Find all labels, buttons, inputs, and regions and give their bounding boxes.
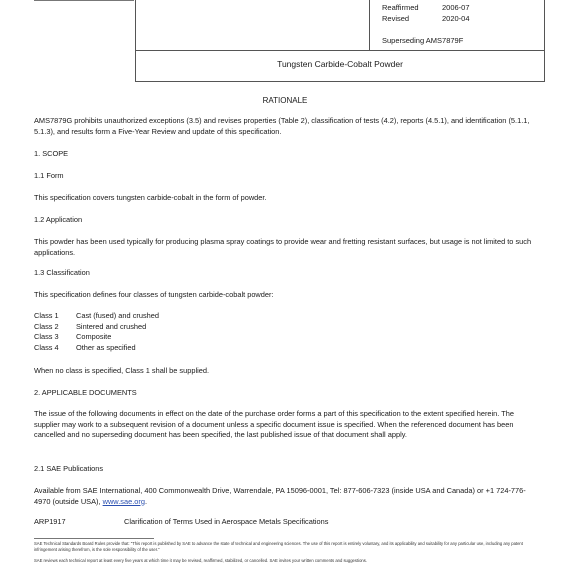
class-item: Class 1 Cast (fused) and crushed [34, 311, 159, 320]
class-item: Class 2 Sintered and crushed [34, 321, 147, 331]
section-documents-text: The issue of the following documents in effect on the date of the purchase order forms a part of this specification to the extent specified herein. The supplier may work to a subsequent revision of a document unless a specific document issue is specified. When the referenced document has been cancelled and no superseding document has been specified, the last published issue of that document shall apply. [34, 409, 514, 439]
section-sae-text: Available from SAE International, 400 Commonwealth Drive, Warrendale, PA 15096-0001, Tel: 877-606-7323 (inside USA and Canada) or +1 724-776-4970 (outside USA), www.sae.org. [34, 486, 526, 506]
top-rule [34, 0, 134, 1]
footer-rule [34, 538, 154, 539]
rationale-heading: RATIONALE [262, 96, 308, 105]
section-form-heading: 1.1 Form [34, 171, 64, 180]
reaffirmed-row [382, 3, 470, 12]
reaffirmed-date: 2006-07 [442, 3, 470, 12]
section-sae-heading: 2.1 SAE Publications [34, 464, 104, 473]
header-box [135, 0, 545, 82]
section-form-text: This specification covers tungsten carbide-cobalt in the form of powder. [34, 193, 267, 202]
revised-date: 2020-04 [442, 14, 470, 23]
header-rule [136, 50, 544, 51]
section-classification-heading: 1.3 Classification [34, 268, 90, 277]
class-item: Class 4 Other as specified [34, 342, 136, 352]
document-title: Tungsten Carbide-Cobalt Powder [277, 59, 403, 69]
reaffirmed-label: Reaffirmed [382, 3, 419, 12]
sae-website-link[interactable]: www.sae.org [102, 496, 145, 506]
section-application-text: This powder has been used typically for producing plasma spray coatings to provide wear and fretting resistant surfaces, but usage is not limited to such applications. [34, 237, 532, 257]
footer-disclaimer: SAE Technical Standards Board Rules provide that: "This report is published by SAE to advance the state of technical and engineering sciences. The use of this report is entirely voluntary, and its applicability and suitability for any particular use, including any patent infringement arising therefrom, is the sole responsibility of the user." [34, 541, 523, 552]
class-default-note: When no class is specified, Class 1 shall be supplied. [34, 366, 210, 375]
rationale-text: AMS7879G prohibits unauthorized exceptions (3.5) and revises properties (Table 2), classification of tests (4.2), reports (4.5.1), and identification (5.1.1, 5.1.3), and results form a Five-Year Review and update of this specification. [34, 116, 530, 136]
section-classification-text: This specification defines four classes of tungsten carbide-cobalt powder: [34, 290, 274, 299]
reference-title: Clarification of Terms Used in Aerospace Metals Specifications [124, 517, 329, 526]
reference-number: ARP1917 [34, 517, 66, 526]
section-scope-heading: 1. SCOPE [34, 149, 69, 158]
footer-review-note: SAE reviews each technical report at least every five years at which time it may be revised, reaffirmed, stabilized, or cancelled. SAE invites your written comments and suggestions. [34, 558, 367, 563]
revised-label: Revised [382, 14, 410, 23]
superseding-note: Superseding AMS7879F [382, 36, 464, 45]
section-documents-heading: 2. APPLICABLE DOCUMENTS [34, 388, 137, 397]
class-list [34, 311, 159, 353]
header-divider [369, 0, 370, 50]
revised-row [382, 14, 470, 23]
class-item: Class 3 Composite [34, 332, 112, 341]
section-application-heading: 1.2 Application [34, 215, 83, 224]
reference-row [34, 517, 539, 528]
